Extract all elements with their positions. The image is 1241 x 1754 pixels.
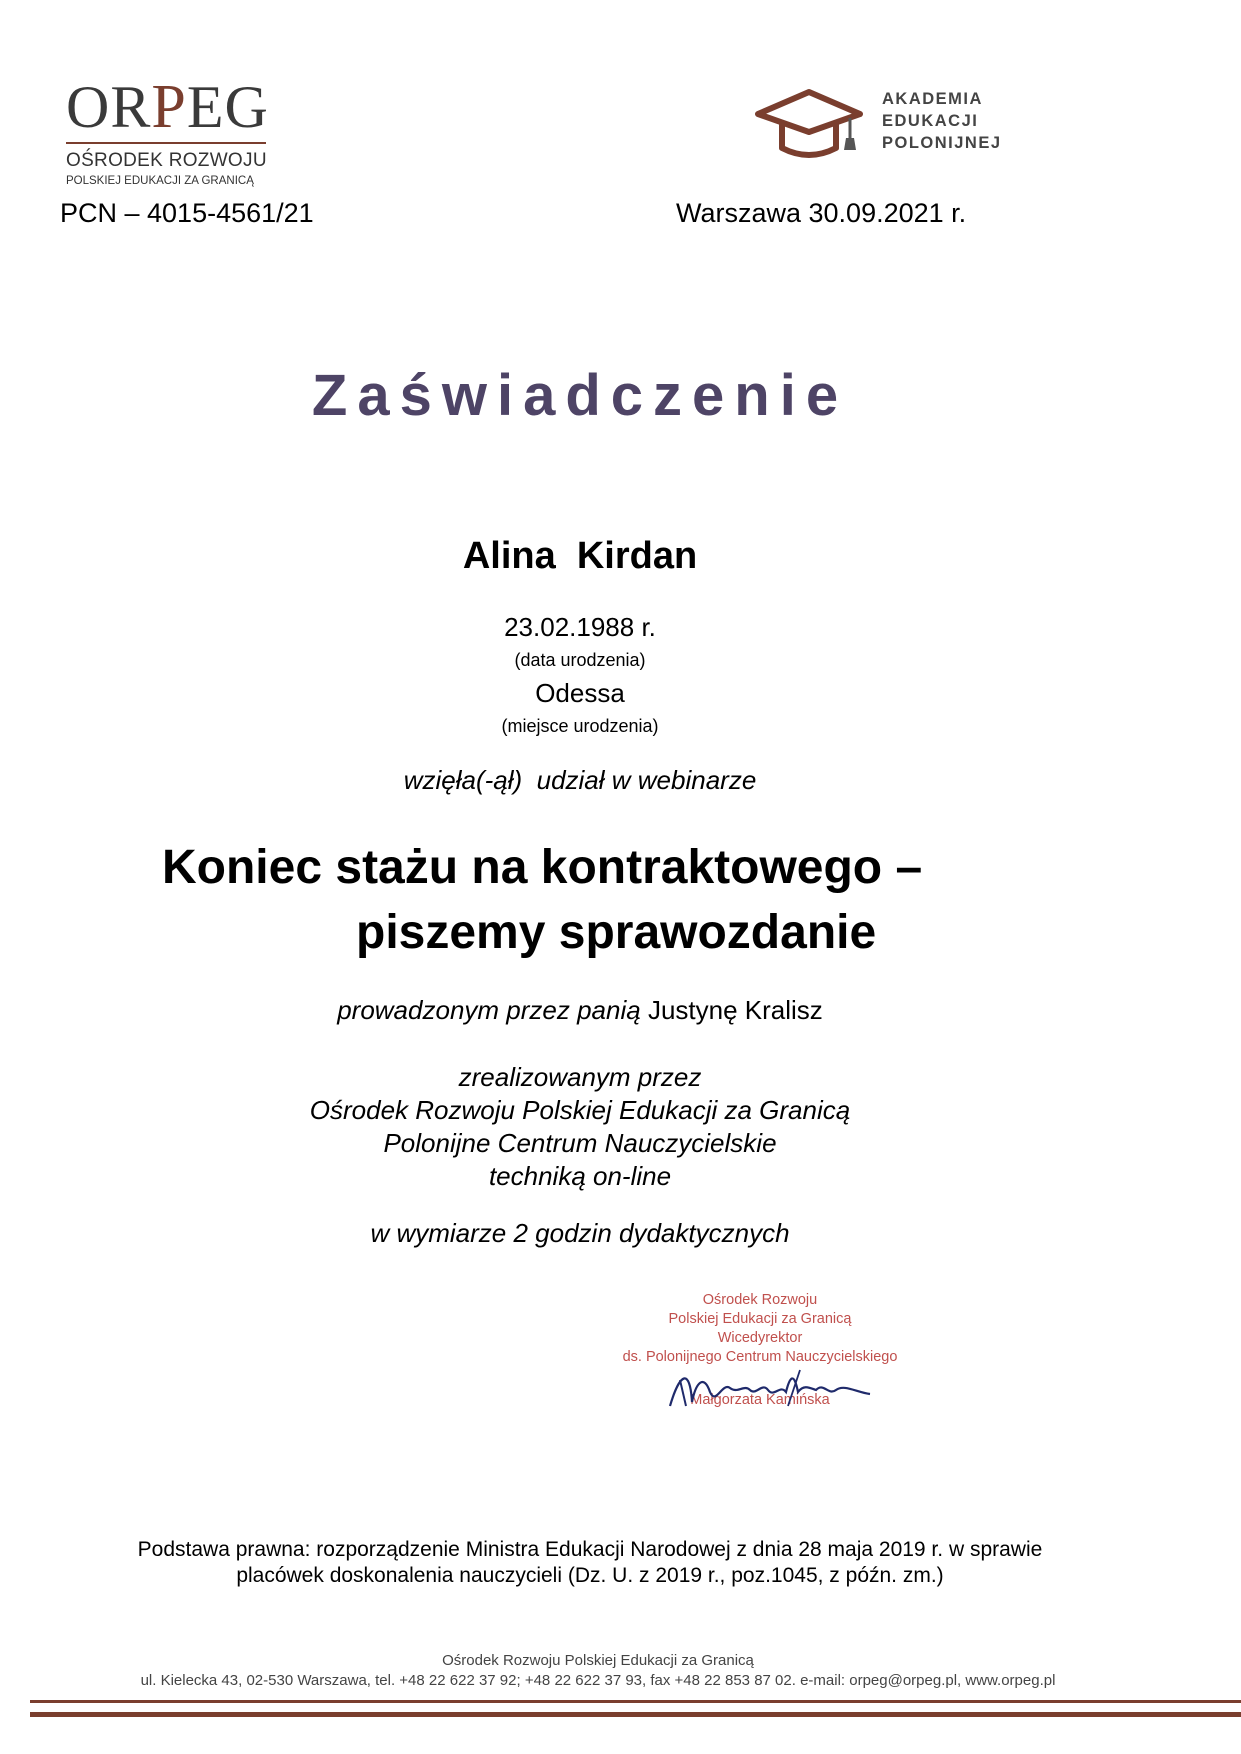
footer-organization: Ośrodek Rozwoju Polskiej Edukacji za Granicą <box>442 1652 754 1669</box>
webinar-title-line1: Koniec stażu na kontraktowego – <box>162 841 923 894</box>
legal-basis-line1: Podstawa prawna: rozporządzenie Ministra Edukacji Narodowej z dnia 28 maja 2019 r. w sprawie <box>137 1538 1043 1561</box>
center-name: Polonijne Centrum Nauczycielskie <box>383 1128 777 1158</box>
birth-place-label: (miejsce urodzenia) <box>501 716 659 736</box>
led-by-name: Justynę Kralisz <box>647 995 823 1025</box>
footer-divider-thick <box>30 1712 1241 1717</box>
akademia-line3: POLONIJNEJ <box>882 134 1002 152</box>
realized-by: zrealizowanym przez <box>458 1062 702 1092</box>
footer-contact: ul. Kielecka 43, 02-530 Warszawa, tel. +48 22 622 37 92; +48 22 622 37 93, fax +48 22 853 87 02. e-mail: orpeg@orpeg.pl, www.orpeg.pl <box>140 1672 1056 1689</box>
birth-date-label: (data urodzenia) <box>514 650 646 670</box>
organization-name: Ośrodek Rozwoju Polskiej Edukacji za Granicą <box>309 1095 851 1125</box>
birth-place: Odessa <box>535 678 625 708</box>
reference-number: PCN – 4015-4561/21 <box>60 198 314 228</box>
orpeg-logo-bar <box>66 142 266 144</box>
akademia-line1: AKADEMIA <box>882 90 983 108</box>
orpeg-logo <box>66 73 286 190</box>
akademia-line2: EDUKACJI <box>882 112 979 130</box>
orpeg-wordmark: ORPEG <box>66 73 269 141</box>
certificate-title: Zaświadczenie <box>311 363 849 428</box>
stamp-line5: Małgorzata Kamińska <box>690 1392 830 1408</box>
stamp-line4: ds. Polonijnego Centrum Nauczycielskiego <box>622 1349 898 1365</box>
signature <box>660 1362 880 1412</box>
legal-basis-line2: placówek doskonalenia nauczycieli (Dz. U. z 2019 r., poz.1045, z późn. zm.) <box>236 1564 944 1587</box>
led-by-prefix: prowadzonym przez panią <box>337 995 641 1025</box>
led-by <box>0 995 1160 1026</box>
participation-text: wzięła(-ął) udział w webinarze <box>403 765 757 795</box>
stamp-line2: Polskiej Edukacji za Granicą <box>668 1311 852 1327</box>
graduation-cap-icon <box>754 86 864 166</box>
stamp-line1: Ośrodek Rozwoju <box>702 1292 818 1308</box>
orpeg-logo-line1: OŚRODEK ROZWOJU <box>66 150 267 171</box>
webinar-title-line2: piszemy sprawozdanie <box>356 906 877 959</box>
technique: techniką on-line <box>488 1161 672 1191</box>
akademia-logo <box>754 86 1054 166</box>
orpeg-logo-line2: POLSKIEJ EDUKACJI ZA GRANICĄ <box>66 175 254 187</box>
stamp-line3: Wicedyrektor <box>717 1330 803 1346</box>
issue-place-date: Warszawa 30.09.2021 r. <box>676 198 967 228</box>
birth-date: 23.02.1988 r. <box>504 612 656 642</box>
footer-divider-thin <box>30 1700 1241 1703</box>
official-stamp <box>580 1292 940 1412</box>
recipient-name: Alina Kirdan <box>462 535 698 577</box>
hours: w wymiarze 2 godzin dydaktycznych <box>370 1218 790 1248</box>
